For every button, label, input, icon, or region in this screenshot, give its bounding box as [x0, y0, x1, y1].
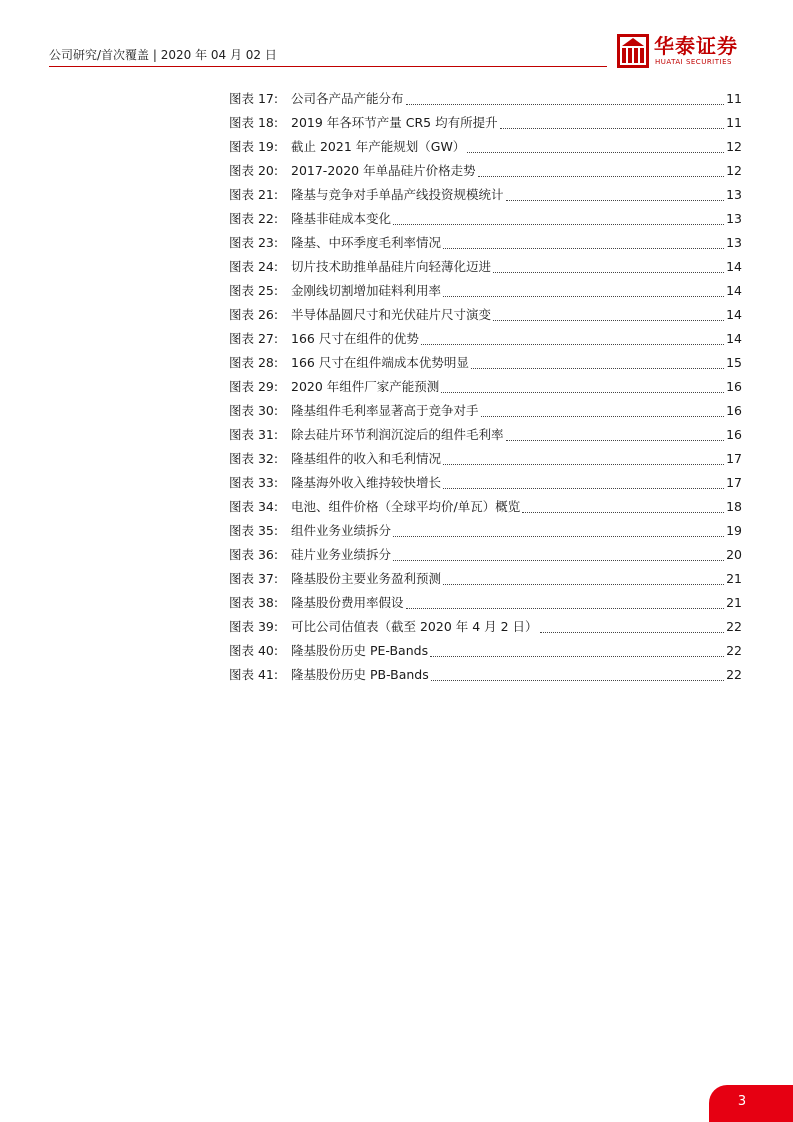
toc-entry-page: 13	[726, 211, 742, 226]
toc-entry[interactable]	[229, 663, 742, 687]
toc-entry[interactable]	[229, 279, 742, 303]
toc-entry[interactable]	[229, 231, 742, 255]
toc-entry-page: 14	[726, 307, 742, 322]
toc-entry[interactable]	[229, 399, 742, 423]
toc-entry-page: 22	[726, 619, 742, 634]
toc-dot-leader	[493, 319, 724, 321]
toc-entry-label: 图表 34:	[229, 499, 279, 514]
toc-entry[interactable]	[229, 471, 742, 495]
toc-entry-page: 12	[726, 163, 742, 178]
toc-dot-leader	[522, 511, 724, 513]
toc-entry-page: 11	[726, 115, 742, 130]
toc-entry-page: 14	[726, 259, 742, 274]
header-breadcrumb: 公司研究/首次覆盖 | 2020 年 04 月 02 日	[49, 48, 277, 62]
toc-entry-title: 隆基组件的收入和毛利情况	[291, 451, 442, 466]
toc-entry-page: 11	[726, 91, 742, 106]
toc-dot-leader	[506, 199, 725, 201]
toc-entry-title: 隆基股份历史 PB-Bands	[291, 667, 429, 682]
toc-entry[interactable]	[229, 567, 742, 591]
toc-entry-label: 图表 24:	[229, 259, 279, 274]
toc-entry-title: 166 尺寸在组件的优势	[291, 331, 419, 346]
toc-entry-label: 图表 23:	[229, 235, 279, 250]
toc-dot-leader	[506, 439, 725, 441]
toc-entry-title: 2017-2020 年单晶硅片价格走势	[291, 163, 476, 178]
toc-entry-label: 图表 22:	[229, 211, 279, 226]
toc-dot-leader	[441, 391, 724, 393]
toc-entry-page: 14	[726, 331, 742, 346]
toc-dot-leader	[431, 679, 724, 681]
toc-entry-page: 21	[726, 595, 742, 610]
toc-entry-label: 图表 41:	[229, 667, 279, 682]
toc-entry-title: 组件业务业绩拆分	[291, 523, 392, 538]
huatai-logo-icon	[617, 34, 649, 68]
toc-entry[interactable]	[229, 183, 742, 207]
header-divider	[49, 66, 607, 67]
toc-entry[interactable]	[229, 591, 742, 615]
toc-entry-label: 图表 28:	[229, 355, 279, 370]
toc-dot-leader	[481, 415, 725, 417]
toc-entry-page: 22	[726, 667, 742, 682]
toc-dot-leader	[393, 535, 724, 537]
toc-entry-label: 图表 17:	[229, 91, 279, 106]
toc-entry-page: 15	[726, 355, 742, 370]
toc-entry-page: 22	[726, 643, 742, 658]
toc-entry-title: 切片技术助推单晶硅片向轻薄化迈进	[291, 259, 492, 274]
toc-entry-label: 图表 31:	[229, 427, 279, 442]
toc-entry[interactable]	[229, 447, 742, 471]
toc-entry-label: 图表 21:	[229, 187, 279, 202]
toc-entry-page: 18	[726, 499, 742, 514]
toc-entry-label: 图表 19:	[229, 139, 279, 154]
toc-entry[interactable]	[229, 87, 742, 111]
toc-entry-title: 硅片业务业绩拆分	[291, 547, 392, 562]
toc-entry-label: 图表 25:	[229, 283, 279, 298]
toc-entry-page: 12	[726, 139, 742, 154]
toc-entry-page: 16	[726, 403, 742, 418]
toc-entry-label: 图表 27:	[229, 331, 279, 346]
toc-dot-leader	[443, 295, 724, 297]
toc-entry-title: 半导体晶圆尺寸和光伏硅片尺寸演变	[291, 307, 492, 322]
toc-entry-page: 14	[726, 283, 742, 298]
toc-entry-label: 图表 29:	[229, 379, 279, 394]
toc-entry-title: 除去硅片环节利润沉淀后的组件毛利率	[291, 427, 504, 442]
toc-entry-label: 图表 37:	[229, 571, 279, 586]
toc-entry[interactable]	[229, 351, 742, 375]
toc-entry-label: 图表 26:	[229, 307, 279, 322]
toc-entry-label: 图表 35:	[229, 523, 279, 538]
toc-entry-title: 2019 年各环节产量 CR5 均有所提升	[291, 115, 498, 130]
toc-dot-leader	[393, 223, 724, 225]
toc-dot-leader	[540, 631, 725, 633]
toc-entry-title: 公司各产品产能分布	[291, 91, 404, 106]
toc-entry[interactable]	[229, 111, 742, 135]
toc-entry-title: 截止 2021 年产能规划（GW）	[291, 139, 466, 154]
toc-dot-leader	[467, 151, 724, 153]
toc-dot-leader	[443, 583, 724, 585]
toc-dot-leader	[443, 487, 724, 489]
page-number-badge	[709, 1085, 793, 1122]
toc-entry-title: 金刚线切割增加硅料利用率	[291, 283, 442, 298]
toc-entry[interactable]	[229, 255, 742, 279]
toc-entry-label: 图表 40:	[229, 643, 279, 658]
table-of-figures	[229, 87, 742, 687]
page-number: 3	[737, 1094, 747, 1109]
toc-entry[interactable]	[229, 639, 742, 663]
toc-entry[interactable]	[229, 159, 742, 183]
toc-dot-leader	[406, 103, 725, 105]
toc-entry[interactable]	[229, 423, 742, 447]
toc-entry-page: 20	[726, 547, 742, 562]
toc-entry-label: 图表 32:	[229, 451, 279, 466]
toc-entry-page: 16	[726, 379, 742, 394]
toc-entry[interactable]	[229, 519, 742, 543]
toc-entry[interactable]	[229, 135, 742, 159]
toc-dot-leader	[443, 247, 724, 249]
toc-entry-label: 图表 18:	[229, 115, 279, 130]
toc-entry-page: 13	[726, 235, 742, 250]
toc-entry[interactable]	[229, 327, 742, 351]
toc-entry-title: 隆基海外收入维持较快增长	[291, 475, 442, 490]
toc-entry-label: 图表 39:	[229, 619, 279, 634]
toc-dot-leader	[430, 655, 724, 657]
toc-dot-leader	[393, 559, 724, 561]
toc-entry-label: 图表 38:	[229, 595, 279, 610]
toc-entry-title: 隆基股份历史 PE-Bands	[291, 643, 429, 658]
toc-dot-leader	[493, 271, 724, 273]
toc-entry[interactable]	[229, 375, 742, 399]
toc-entry[interactable]	[229, 303, 742, 327]
toc-dot-leader	[406, 607, 725, 609]
toc-entry[interactable]	[229, 207, 742, 231]
toc-entry-title: 166 尺寸在组件端成本优势明显	[291, 355, 469, 370]
toc-entry[interactable]	[229, 495, 742, 519]
toc-entry-title: 隆基、中环季度毛利率情况	[291, 235, 442, 250]
toc-entry-page: 17	[726, 475, 742, 490]
toc-entry-title: 隆基与竞争对手单晶产线投资规模统计	[291, 187, 504, 202]
toc-entry-page: 19	[726, 523, 742, 538]
toc-dot-leader	[478, 175, 724, 177]
toc-entry-page: 17	[726, 451, 742, 466]
toc-entry-page: 21	[726, 571, 742, 586]
toc-entry-title: 隆基股份主要业务盈利预测	[291, 571, 442, 586]
toc-dot-leader	[443, 463, 724, 465]
toc-entry-title: 隆基组件毛利率显著高于竞争对手	[291, 403, 479, 418]
toc-entry-title: 隆基非硅成本变化	[291, 211, 392, 226]
toc-entry-label: 图表 36:	[229, 547, 279, 562]
logo-english-text: HUATAI SECURITIES	[655, 58, 732, 66]
toc-entry-title: 电池、组件价格（全球平均价/单瓦）概览	[291, 499, 521, 514]
toc-entry-label: 图表 33:	[229, 475, 279, 490]
toc-dot-leader	[421, 343, 724, 345]
toc-entry[interactable]	[229, 543, 742, 567]
logo-chinese-text: 华泰证券	[654, 34, 738, 58]
toc-entry-label: 图表 20:	[229, 163, 279, 178]
company-logo	[617, 34, 747, 70]
toc-entry-page: 16	[726, 427, 742, 442]
toc-entry-page: 13	[726, 187, 742, 202]
toc-entry-title: 2020 年组件厂家产能预测	[291, 379, 440, 394]
toc-entry-title: 隆基股份费用率假设	[291, 595, 404, 610]
toc-dot-leader	[471, 367, 724, 369]
toc-entry-title: 可比公司估值表（截至 2020 年 4 月 2 日）	[291, 619, 538, 634]
toc-dot-leader	[500, 127, 724, 129]
toc-entry[interactable]	[229, 615, 742, 639]
toc-entry-label: 图表 30:	[229, 403, 279, 418]
